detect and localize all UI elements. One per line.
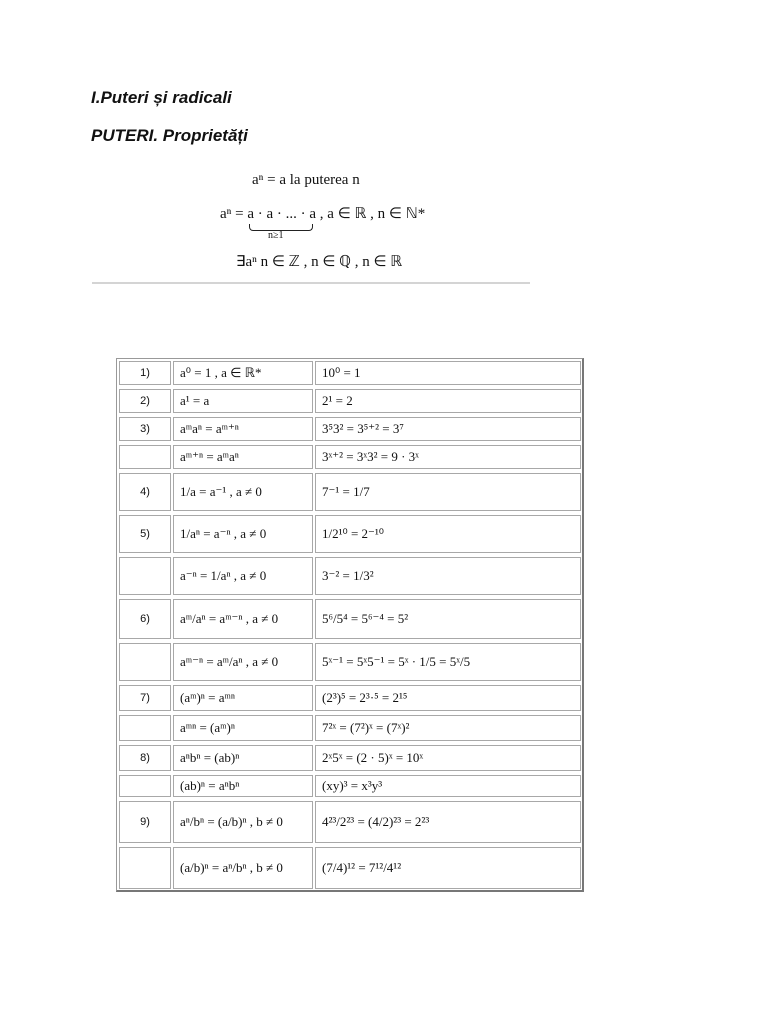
property-example: 7²ˣ = (7²)ˣ = (7ˣ)²: [322, 720, 410, 735]
table-row: [117, 845, 582, 891]
row-number-cell: [119, 361, 171, 385]
definition-line-1: aⁿ = a la puterea n: [252, 172, 360, 188]
row-number-cell: [119, 445, 171, 469]
table-row: [117, 387, 582, 415]
table-row: [117, 555, 582, 597]
property-example-cell: [315, 801, 581, 843]
property-rule: a¹ = a: [180, 393, 210, 408]
property-rule-cell: [173, 557, 313, 595]
section-title: I.Puteri și radicali: [91, 88, 232, 107]
property-rule-cell: [173, 801, 313, 843]
property-example: 10⁰ = 1: [322, 365, 361, 380]
property-rule: (ab)ⁿ = aⁿbⁿ: [180, 778, 240, 793]
row-number: 4): [140, 486, 150, 498]
property-rule-cell: [173, 847, 313, 889]
property-example-cell: [315, 715, 581, 741]
property-example: (2³)⁵ = 2³·⁵ = 2¹⁵: [322, 690, 408, 705]
table-row: [117, 471, 582, 513]
underbrace-label: n≥1: [268, 230, 284, 241]
row-number-cell: [119, 473, 171, 511]
row-number: 8): [140, 752, 150, 764]
row-number-cell: [119, 775, 171, 797]
table-row: [117, 513, 582, 555]
property-rule-cell: [173, 473, 313, 511]
property-example-cell: [315, 473, 581, 511]
row-number-cell: [119, 685, 171, 711]
definition-line-2: aⁿ = a · a · ... · a , a ∈ ℝ , n ∈ ℕ*: [220, 206, 426, 222]
property-example-cell: [315, 745, 581, 771]
property-rule: aᵐⁿ = (aᵐ)ⁿ: [180, 720, 235, 735]
property-example-cell: [315, 685, 581, 711]
property-example: 3ˣ⁺² = 3ˣ3² = 9 · 3ˣ: [322, 449, 419, 464]
row-number-cell: [119, 417, 171, 441]
property-rule-cell: [173, 745, 313, 771]
property-example: 2ˣ5ˣ = (2 · 5)ˣ = 10ˣ: [322, 750, 424, 765]
table-row: [117, 799, 582, 845]
property-rule: aⁿbⁿ = (ab)ⁿ: [180, 750, 240, 765]
property-example: 4²³/2²³ = (4/2)²³ = 2²³: [322, 814, 430, 829]
table-row: [117, 641, 582, 683]
row-number: 6): [140, 613, 150, 625]
row-number: 9): [140, 816, 150, 828]
table-row: [117, 597, 582, 641]
property-rule: aᵐ⁻ⁿ = aᵐ/aⁿ , a ≠ 0: [180, 654, 279, 669]
row-number-cell: [119, 847, 171, 889]
property-rule: (aᵐ)ⁿ = aᵐⁿ: [180, 690, 235, 705]
row-number-cell: [119, 801, 171, 843]
property-example: 3⁻² = 1/3²: [322, 568, 374, 583]
table-row: [117, 415, 582, 443]
property-rule-cell: [173, 361, 313, 385]
row-number: 7): [140, 692, 150, 704]
property-example: (7/4)¹² = 7¹²/4¹²: [322, 860, 402, 875]
row-number-cell: [119, 643, 171, 681]
property-example-cell: [315, 775, 581, 797]
property-rule: a⁰ = 1 , a ∈ ℝ*: [180, 365, 262, 380]
row-number: 5): [140, 528, 150, 540]
row-number-cell: [119, 745, 171, 771]
definition-line-3: ∃aⁿ n ∈ ℤ , n ∈ ℚ , n ∈ ℝ: [236, 254, 403, 270]
table-row: [117, 359, 582, 387]
property-rule-cell: [173, 599, 313, 639]
property-example-cell: [315, 389, 581, 413]
property-example: 3⁵3² = 3⁵⁺² = 3⁷: [322, 421, 404, 436]
property-rule: a⁻ⁿ = 1/aⁿ , a ≠ 0: [180, 568, 267, 583]
property-example: 7⁻¹ = 1/7: [322, 484, 370, 499]
properties-table: [116, 358, 584, 892]
property-example-cell: [315, 417, 581, 441]
row-number: 2): [140, 395, 150, 407]
property-rule: (a/b)ⁿ = aⁿ/bⁿ , b ≠ 0: [180, 860, 283, 875]
property-example-cell: [315, 515, 581, 553]
row-number-cell: [119, 599, 171, 639]
property-rule-cell: [173, 445, 313, 469]
table-row: [117, 443, 582, 471]
table-row: [117, 743, 582, 773]
property-example: 5ˣ⁻¹ = 5ˣ5⁻¹ = 5ˣ · 1/5 = 5ˣ/5: [322, 654, 471, 669]
property-example: 5⁶/5⁴ = 5⁶⁻⁴ = 5²: [322, 611, 409, 626]
property-rule: 1/a = a⁻¹ , a ≠ 0: [180, 484, 262, 499]
property-example-cell: [315, 557, 581, 595]
table-row: [117, 683, 582, 713]
property-example: 2¹ = 2: [322, 393, 353, 408]
power-definition: [92, 164, 530, 284]
row-number-cell: [119, 557, 171, 595]
section-subtitle: PUTERI. Proprietăți: [91, 126, 248, 145]
row-number-cell: [119, 515, 171, 553]
property-rule-cell: [173, 389, 313, 413]
property-rule: aⁿ/bⁿ = (a/b)ⁿ , b ≠ 0: [180, 814, 283, 829]
property-example: (xy)³ = x³y³: [322, 778, 383, 793]
property-rule-cell: [173, 685, 313, 711]
property-rule-cell: [173, 417, 313, 441]
property-example: 1/2¹⁰ = 2⁻¹⁰: [322, 526, 385, 541]
property-example-cell: [315, 643, 581, 681]
property-rule: aᵐaⁿ = aᵐ⁺ⁿ: [180, 421, 239, 436]
property-example-cell: [315, 847, 581, 889]
property-rule-cell: [173, 715, 313, 741]
row-number-cell: [119, 389, 171, 413]
row-number-cell: [119, 715, 171, 741]
property-rule: 1/aⁿ = a⁻ⁿ , a ≠ 0: [180, 526, 267, 541]
row-number: 1): [140, 367, 150, 379]
property-example-cell: [315, 361, 581, 385]
property-rule-cell: [173, 775, 313, 797]
row-number: 3): [140, 423, 150, 435]
table-row: [117, 773, 582, 799]
property-example-cell: [315, 599, 581, 639]
property-rule: aᵐ⁺ⁿ = aᵐaⁿ: [180, 449, 239, 464]
property-rule-cell: [173, 643, 313, 681]
property-example-cell: [315, 445, 581, 469]
property-rule-cell: [173, 515, 313, 553]
table-row: [117, 713, 582, 743]
property-rule: aᵐ/aⁿ = aᵐ⁻ⁿ , a ≠ 0: [180, 611, 279, 626]
